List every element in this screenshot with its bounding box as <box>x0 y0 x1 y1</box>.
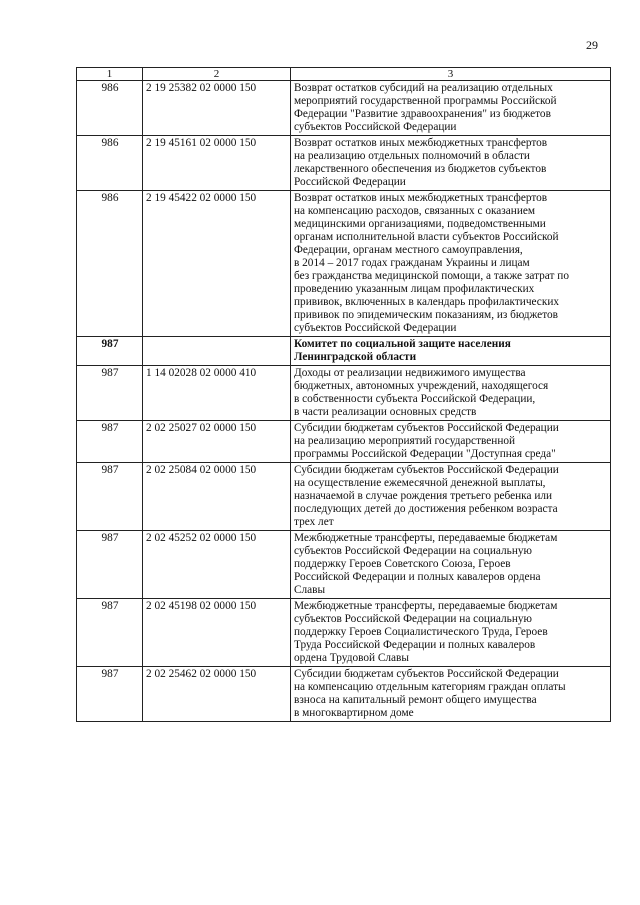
revenue-name-line: на осуществление ежемесячной денежной выплаты, <box>294 477 546 489</box>
revenue-name-cell <box>291 667 611 722</box>
revenue-name-line: назначаемой в случае рождения третьего ребенка или <box>294 490 553 502</box>
revenue-name-line: Славы <box>294 584 326 596</box>
revenue-name-cell <box>291 531 611 599</box>
revenue-name-line: последующих детей до достижения ребенком возраста <box>294 503 558 515</box>
revenue-name-line: в собственности субъекта Российской Федерации, <box>294 393 536 405</box>
table-row <box>77 599 611 667</box>
revenue-name-line: субъектов Российской Федерации на социальную <box>294 545 532 557</box>
administrator-code-cell: 987 <box>77 421 143 463</box>
administrator-code-cell: 986 <box>77 81 143 136</box>
revenue-code-cell: 2 02 45252 02 0000 150 <box>143 531 291 599</box>
revenue-name-line: в части реализации основных средств <box>294 406 477 418</box>
revenue-name-cell <box>291 136 611 191</box>
revenue-name-line: медицинскими организациями, подведомственными <box>294 218 546 230</box>
table-section-row <box>77 337 611 366</box>
administrator-code-cell: 987 <box>77 531 143 599</box>
revenue-name-line: проведению указанным лицам профилактических <box>294 283 535 295</box>
revenue-name-cell <box>291 421 611 463</box>
revenue-code-cell: 2 19 25382 02 0000 150 <box>143 81 291 136</box>
revenue-name-line: Российской Федерации и полных кавалеров ордена <box>294 571 541 583</box>
column-number-3: 3 <box>291 68 611 81</box>
revenue-name-cell <box>291 81 611 136</box>
revenue-name-line: на компенсацию отдельным категориям граждан оплаты <box>294 681 566 693</box>
table-body <box>77 68 611 722</box>
table-row <box>77 463 611 531</box>
revenue-name-line: ордена Трудовой Славы <box>294 652 409 664</box>
revenue-name-line: поддержку Героев Советского Союза, Героев <box>294 558 511 570</box>
column-number-2: 2 <box>143 68 291 81</box>
revenue-name-line: Комитет по социальной защите населения <box>294 338 511 350</box>
revenue-code-cell: 2 02 25027 02 0000 150 <box>143 421 291 463</box>
revenue-name-cell <box>291 337 611 366</box>
revenue-name-line: мероприятий государственной программы Российской <box>294 95 557 107</box>
revenue-name-line: Возврат остатков иных межбюджетных трансфертов <box>294 137 548 149</box>
revenue-code-cell <box>143 337 291 366</box>
administrator-code-cell: 987 <box>77 667 143 722</box>
administrator-code-cell: 986 <box>77 136 143 191</box>
administrator-code-cell: 987 <box>77 337 143 366</box>
revenue-name-line: на реализацию мероприятий государственной <box>294 435 516 447</box>
page-number: 29 <box>586 38 598 52</box>
revenue-name-cell <box>291 366 611 421</box>
column-number-1: 1 <box>77 68 143 81</box>
revenue-name-line: Субсидии бюджетам субъектов Российской Федерации <box>294 464 559 476</box>
revenue-code-cell: 1 14 02028 02 0000 410 <box>143 366 291 421</box>
table-row <box>77 136 611 191</box>
revenue-name-line: субъектов Российской Федерации на социальную <box>294 613 532 625</box>
revenue-name-line: бюджетных, автономных учреждений, находящегося <box>294 380 549 392</box>
revenue-name-line: трех лет <box>294 516 334 528</box>
revenue-name-line: в многоквартирном доме <box>294 707 414 719</box>
administrator-code-cell: 987 <box>77 366 143 421</box>
table-row <box>77 191 611 337</box>
revenue-name-line: прививок по эпидемическим показаниям, из бюджетов <box>294 309 558 321</box>
revenue-code-cell: 2 19 45161 02 0000 150 <box>143 136 291 191</box>
revenue-name-line: Возврат остатков субсидий на реализацию отдельных <box>294 82 553 94</box>
revenue-name-line: Субсидии бюджетам субъектов Российской Федерации <box>294 668 559 680</box>
table-row <box>77 421 611 463</box>
revenue-name-line: органам исполнительной власти субъектов Российской <box>294 231 559 243</box>
column-number-header-row <box>77 68 611 81</box>
revenue-name-cell <box>291 599 611 667</box>
revenue-code-cell: 2 02 25462 02 0000 150 <box>143 667 291 722</box>
revenue-name-line: взноса на капитальный ремонт общего имущества <box>294 694 537 706</box>
revenue-name-line: Федерации "Развитие здравоохранения" из бюджетов <box>294 108 551 120</box>
revenue-name-line: поддержку Героев Социалистического Труда, Героев <box>294 626 548 638</box>
table-row <box>77 531 611 599</box>
table-row <box>77 81 611 136</box>
revenue-code-cell: 2 02 45198 02 0000 150 <box>143 599 291 667</box>
revenue-name-line: субъектов Российской Федерации <box>294 121 457 133</box>
revenue-name-line: Ленинградской области <box>294 351 417 363</box>
revenue-name-line: Межбюджетные трансферты, передаваемые бюджетам <box>294 600 558 612</box>
revenue-name-line: на компенсацию расходов, связанных с оказанием <box>294 205 536 217</box>
budget-revenue-table <box>76 67 611 722</box>
revenue-code-cell: 2 19 45422 02 0000 150 <box>143 191 291 337</box>
administrator-code-cell: 987 <box>77 599 143 667</box>
revenue-name-line: Доходы от реализации недвижимого имущества <box>294 367 526 379</box>
revenue-name-line: Субсидии бюджетам субъектов Российской Федерации <box>294 422 559 434</box>
revenue-name-line: Возврат остатков иных межбюджетных трансфертов <box>294 192 548 204</box>
revenue-name-line: Российской Федерации <box>294 176 406 188</box>
revenue-code-cell: 2 02 25084 02 0000 150 <box>143 463 291 531</box>
revenue-name-line: на реализацию отдельных полномочий в области <box>294 150 530 162</box>
administrator-code-cell: 986 <box>77 191 143 337</box>
revenue-name-line: прививок, включенных в календарь профилактических <box>294 296 560 308</box>
revenue-name-line: Федерации, органам местного самоуправления, <box>294 244 523 256</box>
table-row <box>77 667 611 722</box>
revenue-name-line: Труда Российской Федерации и полных кавалеров <box>294 639 536 651</box>
revenue-name-line: программы Российской Федерации "Доступная среда" <box>294 448 556 460</box>
revenue-name-cell <box>291 463 611 531</box>
table-row <box>77 366 611 421</box>
revenue-name-cell <box>291 191 611 337</box>
revenue-name-line: субъектов Российской Федерации <box>294 322 457 334</box>
revenue-name-line: Межбюджетные трансферты, передаваемые бюджетам <box>294 532 558 544</box>
administrator-code-cell: 987 <box>77 463 143 531</box>
revenue-name-line: лекарственного обеспечения из бюджетов субъектов <box>294 163 547 175</box>
revenue-name-line: без гражданства медицинской помощи, а также затрат по <box>294 270 569 282</box>
revenue-name-line: в 2014 – 2017 годах гражданам Украины и лицам <box>294 257 530 269</box>
